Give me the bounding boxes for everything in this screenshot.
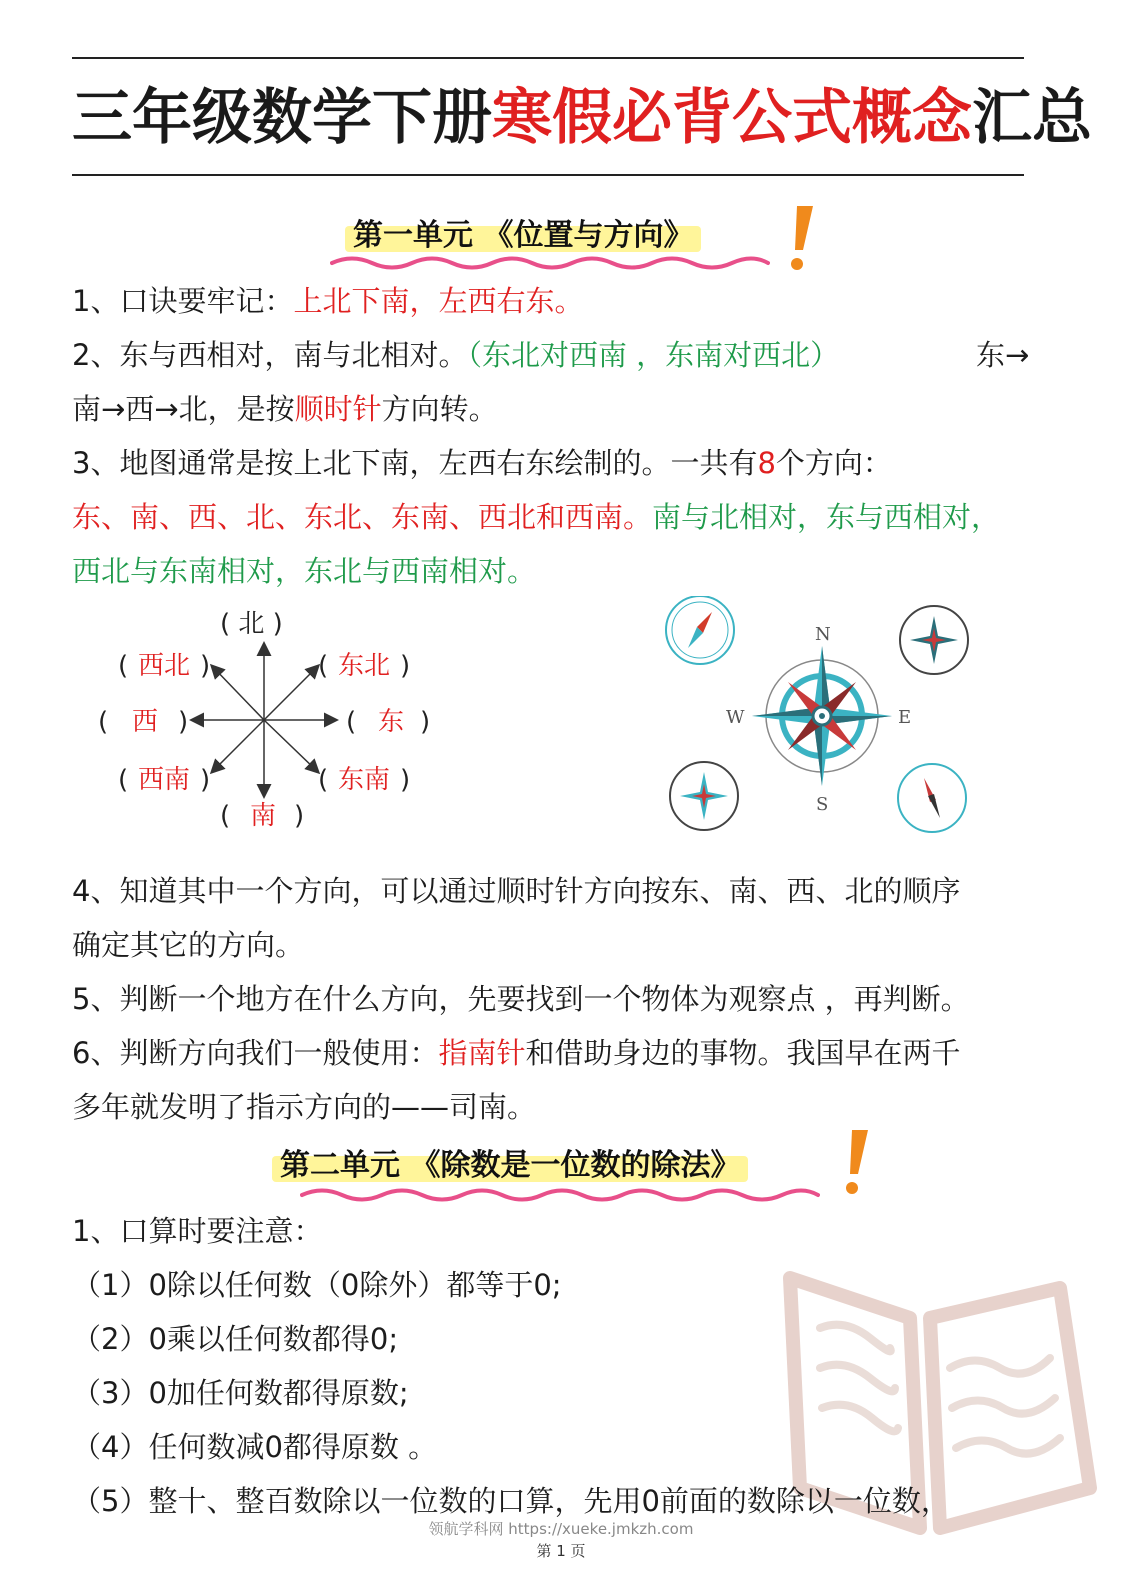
u2-item-3: （3）0加任何数都得原数;: [72, 1376, 409, 1410]
svg-text:): ): [178, 707, 189, 737]
compass-w-label: W: [726, 707, 745, 728]
footer-site: 领航学科网 https://xueke.jmkzh.com: [428, 1520, 694, 1538]
u1-p3c: [72, 544, 1044, 598]
svg-text:(: (: [118, 765, 129, 795]
compass-n-label: N: [815, 624, 831, 645]
u1-p2b-prefix: 南→西→北，是按: [72, 392, 295, 426]
u1-p2b-suffix: 方向转。: [381, 392, 498, 426]
svg-text:(: (: [220, 801, 231, 831]
compass-illustration: [660, 596, 980, 836]
svg-text:): ): [400, 651, 411, 681]
dir-ne: 东北: [338, 651, 391, 681]
svg-text:): ): [200, 765, 211, 795]
footer-page-number: 第 1 页: [536, 1542, 586, 1560]
dir-sw: 西南: [138, 765, 191, 795]
u2-item-4: （4）任何数减0都得原数 。: [72, 1430, 438, 1464]
star-compass-icon: [670, 762, 738, 830]
u1-p2-suffix: 东→: [976, 338, 1030, 372]
svg-text:(: (: [118, 651, 129, 681]
unit1-heading-text: 第一单元 《位置与方向》: [353, 218, 694, 253]
u1-p2b: [72, 382, 1044, 436]
dir-w: 西: [132, 707, 159, 737]
u1-p3b-red: 东、南、西、北、东北、东南、西北和西南。: [72, 500, 653, 534]
dir-s: 南: [250, 801, 277, 831]
u2-item-1: （1）0除以任何数（0除外）都等于0;: [72, 1268, 562, 1302]
dir-e: 东: [378, 707, 405, 737]
u1-p1-prefix: 1、口诀要牢记：: [72, 284, 294, 318]
title-tail: 汇总: [972, 83, 1092, 153]
u1-p6-prefix: 6、判断方向我们一般使用：: [72, 1036, 439, 1070]
u1-p6-suffix: 和借助身边的事物。我国早在两千: [525, 1036, 961, 1070]
unit1-heading: [345, 216, 701, 256]
svg-text:): ): [400, 765, 411, 795]
u1-p3c-green: 西北与东南相对，东北与西南相对。: [72, 554, 537, 588]
unit2-wave-underline: [300, 1186, 820, 1204]
compass-e-label: E: [898, 707, 912, 728]
u1-p1-red: 上北下南，左西右东。: [293, 284, 584, 318]
small-compass-icon: [666, 596, 734, 664]
unit2-heading-text: 第二单元 《除数是一位数的除法》: [280, 1148, 741, 1183]
u1-p2-prefix: 2、东与西相对，南与北相对。: [72, 338, 468, 372]
u1-p3-prefix: 3、地图通常是按上北下南，左西右东绘制的。一共有: [72, 446, 758, 480]
u1-p5: 5、判断一个地方在什么方向，先要找到一个物体为观察点 ，再判断。: [72, 982, 970, 1016]
unit2-heading: [272, 1146, 748, 1186]
compass-rose-icon: [752, 646, 892, 786]
title-bottom-rule: [72, 174, 1024, 176]
unit2-exclamation-icon: [838, 1126, 874, 1198]
u1-p6-red: 指南针: [438, 1036, 526, 1070]
dir-se: 东南: [338, 765, 391, 795]
u1-p4b: 确定其它的方向。: [72, 928, 305, 962]
title-main: 三年级数学下册: [72, 83, 492, 153]
u1-p2: [72, 328, 1044, 382]
title-highlight: 寒假必背公式概念: [492, 83, 972, 153]
svg-text:(: (: [318, 651, 329, 681]
svg-text:(: (: [346, 707, 357, 737]
dir-nw: 西北: [138, 651, 191, 681]
u1-p1: [72, 274, 1044, 328]
star-compass-icon: [900, 606, 968, 674]
top-rule: [72, 57, 1024, 59]
dir-north: ( 北 ): [220, 609, 283, 639]
svg-text:(: (: [318, 765, 329, 795]
u1-p3b: [72, 490, 1044, 544]
svg-text:(: (: [98, 707, 109, 737]
u1-p4: 4、知道其中一个方向，可以通过顺时针方向按东、南、西、北的顺序: [72, 874, 961, 908]
u1-p3-suffix: 个方向：: [775, 446, 892, 480]
u1-p2-green: （东北对西南 ，东南对西北）: [467, 338, 840, 372]
small-compass-icon: [898, 764, 966, 832]
u2-p1: 1、口算时要注意：: [72, 1214, 323, 1248]
direction-diagram: [90, 600, 450, 840]
page-title: [72, 78, 1092, 158]
svg-text:): ): [200, 651, 211, 681]
svg-text:): ): [294, 801, 305, 831]
unit1-wave-underline: [330, 254, 770, 272]
u2-item-5: （5）整十、整百数除以一位数的口算，先用0前面的数除以一位数，: [72, 1484, 950, 1518]
u1-p3-red: 8: [757, 446, 776, 480]
u1-p2b-red: 顺时针: [294, 392, 382, 426]
unit1-exclamation-icon: [783, 202, 819, 274]
svg-text:): ): [420, 707, 431, 737]
u1-p6: [72, 1026, 1044, 1080]
u2-item-2: （2）0乘以任何数都得0;: [72, 1322, 399, 1356]
u1-p3b-green: 南与北相对，东与西相对，: [652, 500, 1001, 534]
compass-s-label: S: [816, 794, 829, 815]
u1-p6b: 多年就发明了指示方向的——司南。: [72, 1090, 537, 1124]
u1-p3: [72, 436, 1044, 490]
